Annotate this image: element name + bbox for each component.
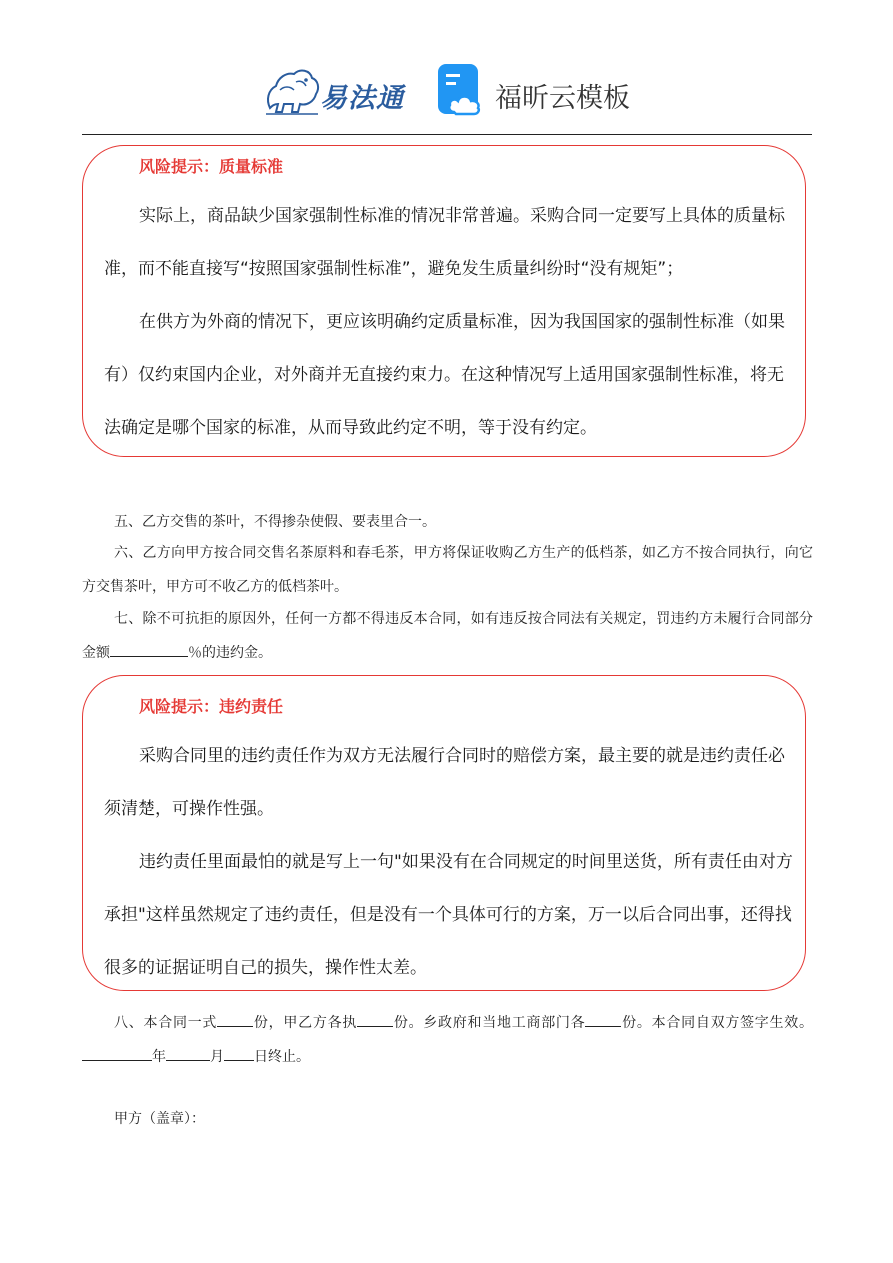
clause-8-text-b: 份，甲乙方各执 xyxy=(253,1015,358,1031)
clause-8 xyxy=(82,1006,813,1074)
end-day-blank[interactable] xyxy=(224,1046,254,1061)
clause-8-text-f: 月 xyxy=(210,1049,224,1065)
clause-7 xyxy=(82,602,813,670)
risk-tip-quality-para-2: 在供方为外商的情况下，更应该明确约定质量标准，因为我国国家的强制性标准（如果有）仅约束国内企业，对外商并无直接约束力。在这种情况写上适用国家强制性标准，将无法确定是哪个国家的标准，从而导致此约定不明，等于没有约定。 xyxy=(104,312,785,438)
clause-6: 六、乙方向甲方按合同交售名茶原料和春毛茶，甲方将保证收购乙方生产的低档茶，如乙方不按合同执行，向它方交售茶叶，甲方可不收乙方的低档茶叶。 xyxy=(82,545,813,595)
document-cloud-icon xyxy=(436,62,490,120)
party-a-signature: 甲方（盖章）： xyxy=(114,1111,205,1127)
risk-tip-breach-para-2: 违约责任里面最怕的就是写上一句"如果没有在合同规定的时间里送货，所有责任由对方承担"这样虽然规定了违约责任，但是没有一个具体可行的方案，万一以后合同出事，还得找很多的证据证明自己的损失，操作性太差。 xyxy=(104,852,793,978)
yifatong-logo xyxy=(262,64,414,118)
risk-tip-breach-box xyxy=(82,675,806,991)
foxit-template-logo xyxy=(436,62,636,122)
page-header xyxy=(0,58,893,124)
copies-total-blank[interactable] xyxy=(217,1012,253,1027)
risk-tip-breach-title: 风险提示：违约责任 xyxy=(139,697,284,716)
clause-7-text-a: 七、除不可抗拒的原因外，任何一方都不得违反本合同，如有违反按合同法有关规定，罚违约方未履行合同部分金额 xyxy=(82,611,813,661)
qilin-icon xyxy=(262,64,322,118)
end-year-blank[interactable] xyxy=(82,1046,152,1061)
risk-tip-quality-para-1: 实际上，商品缺少国家强制性标准的情况非常普遍。采购合同一定要写上具体的质量标准，而不能直接写“按照国家强制性标准”，避免发生质量纠纷时“没有规矩”； xyxy=(104,206,785,279)
copies-gov-blank[interactable] xyxy=(585,1012,621,1027)
clause-8-text-c: 份。乡政府和当地工商部门各 xyxy=(393,1015,586,1031)
clause-7-text-b: ％的违约金。 xyxy=(188,645,272,661)
risk-tip-quality-title: 风险提示：质量标准 xyxy=(139,157,284,176)
clause-8-text-d: 份。本合同自双方签字生效。 xyxy=(621,1015,814,1031)
penalty-percent-blank[interactable] xyxy=(110,642,188,657)
clause-8-text-e: 年 xyxy=(152,1049,166,1065)
clause-5: 五、乙方交售的茶叶，不得掺杂使假、要表里合一。 xyxy=(114,514,436,530)
risk-tip-quality-box xyxy=(82,145,806,457)
clause-8-text-a: 八、本合同一式 xyxy=(114,1015,218,1031)
clause-8-text-g: 日终止。 xyxy=(254,1049,310,1065)
end-month-blank[interactable] xyxy=(166,1046,210,1061)
yifatong-logo-text: 易法通 xyxy=(320,83,404,114)
foxit-template-logo-text: 福昕云模板 xyxy=(495,83,630,114)
risk-tip-breach-para-1: 采购合同里的违约责任作为双方无法履行合同时的赔偿方案，最主要的就是违约责任必须清楚，可操作性强。 xyxy=(104,746,785,819)
header-divider xyxy=(82,134,812,135)
copies-each-blank[interactable] xyxy=(357,1012,393,1027)
